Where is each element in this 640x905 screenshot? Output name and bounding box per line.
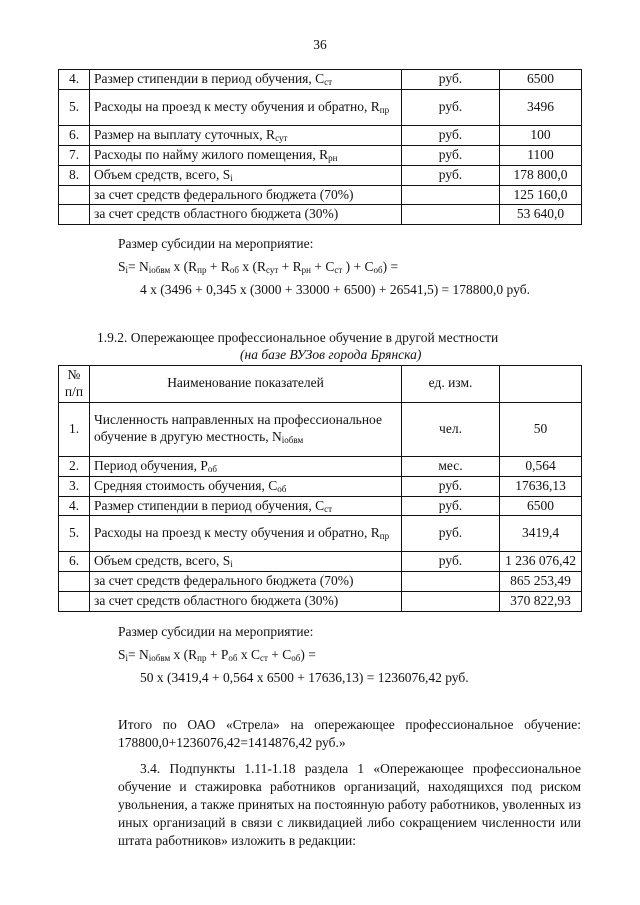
row-num (59, 185, 90, 205)
formula-1-heading: Размер субсидии на мероприятие: (118, 236, 314, 251)
header-value (500, 366, 582, 403)
table-row (59, 476, 582, 496)
row-num: 1. (59, 402, 90, 456)
row-name: Объем средств, всего, $S_i$ (90, 165, 402, 185)
row-name: Расходы на проезд к месту обучения и обратно, $R_{пр}$ (90, 516, 402, 552)
row-value: 1100 (500, 145, 582, 165)
row-unit: руб. (402, 165, 500, 185)
table-row (59, 185, 582, 205)
total-line-2: 178800,0+1236076,42=1414876,42 руб.» (118, 735, 346, 750)
row-num: 8. (59, 165, 90, 185)
formula-2-line-2: 50 x (3419,4 + 0,564 x 6500 + 17636,13) = 1236076,42 руб. (140, 670, 469, 685)
row-num: 4. (59, 496, 90, 516)
row-unit: руб. (402, 552, 500, 572)
row-name: за счет средств федерального бюджета (70%) (90, 185, 402, 205)
section-subtitle: (на базе ВУЗов города Брянска) (240, 347, 422, 362)
row-unit (402, 592, 500, 612)
row-value: 125 160,0 (500, 185, 582, 205)
page-number: 36 (313, 37, 327, 52)
row-num (59, 205, 90, 225)
row-name: Численность направленных на профессиональное обучение в другую местность, $N_{iобвм}$ (90, 402, 402, 456)
table-row (59, 89, 582, 125)
row-unit: руб. (402, 145, 500, 165)
row-unit (402, 572, 500, 592)
row-name: за счет средств федерального бюджета (70%) (90, 572, 402, 592)
row-value: 370 822,93 (500, 592, 582, 612)
indicators-table-1 (58, 69, 582, 225)
formula-1-line-1: $S_i= N_{iобвм}$ x ($R_{пр} + R_{об}$ x ($R_{сут} + R_{рн} + С_{ст}$ ) + $C_{об}$) = (118, 259, 399, 275)
row-num: 6. (59, 125, 90, 145)
row-value: 3496 (500, 89, 582, 125)
row-value: 53 640,0 (500, 205, 582, 225)
table-row (59, 456, 582, 476)
row-value: 6500 (500, 70, 582, 90)
row-num (59, 572, 90, 592)
row-name: Объем средств, всего, $S_i$ (90, 552, 402, 572)
row-num: 4. (59, 70, 90, 90)
row-unit: руб. (402, 496, 500, 516)
row-name: Размер на выплату суточных, $R_{сут}$ (90, 125, 402, 145)
formula-1-line-2: 4 x (3496 + 0,345 x (3000 + 33000 + 6500) + 26541,5) = 178800,0 руб. (140, 282, 530, 297)
row-num: 7. (59, 145, 90, 165)
table-row (59, 125, 582, 145)
table-header-row (59, 366, 582, 403)
row-unit: руб. (402, 476, 500, 496)
formula-2-line-1: $S_i= N_{iобвм}$ x ($R_{пр} + Р_{об}$ x $С_{ст} + С_{об}$) = (118, 647, 316, 663)
row-value: 17636,13 (500, 476, 582, 496)
row-name: Средняя стоимость обучения, $С_{об}$ (90, 476, 402, 496)
row-num: 2. (59, 456, 90, 476)
paragraph-3-4: 3.4. Подпункты 1.11-1.18 раздела 1 «Опережающее профессиональное обучение и стажировка работников организаций, находящихся под риском увольнения, а также принятых на постоянную работу работников, уволенных из иных организаций в связи с ликвидацией либо сокращением численности или штата работников» изложить в редакции: (118, 761, 581, 848)
row-name: за счет средств областного бюджета (30%) (90, 205, 402, 225)
total-line-1: Итого по ОАО «Стрела» на опережающее профессиональное обучение: (118, 717, 581, 732)
row-num: 5. (59, 89, 90, 125)
row-value: 1 236 076,42 (500, 552, 582, 572)
row-unit (402, 205, 500, 225)
row-value: 178 800,0 (500, 165, 582, 185)
row-value: 6500 (500, 496, 582, 516)
header-unit: ед. изм. (402, 366, 500, 403)
row-name: Расходы на проезд к месту обучения и обратно, $R_{пр}$ (90, 89, 402, 125)
row-unit: руб. (402, 125, 500, 145)
row-num: 5. (59, 516, 90, 552)
table-row (59, 205, 582, 225)
row-unit: руб. (402, 70, 500, 90)
row-unit: мес. (402, 456, 500, 476)
table-row (59, 592, 582, 612)
row-unit: чел. (402, 402, 500, 456)
row-value: 3419,4 (500, 516, 582, 552)
row-unit (402, 185, 500, 205)
table-row (59, 496, 582, 516)
header-num: № п/п (59, 366, 90, 403)
table-row (59, 165, 582, 185)
table-row (59, 70, 582, 90)
row-value: 50 (500, 402, 582, 456)
table-row (59, 516, 582, 552)
table-row (59, 145, 582, 165)
row-num (59, 592, 90, 612)
header-name: Наименование показателей (90, 366, 402, 403)
row-name: Размер стипендии в период обучения, $С_{ст}$ (90, 496, 402, 516)
row-unit: руб. (402, 516, 500, 552)
row-name: Период обучения, $Р_{об}$ (90, 456, 402, 476)
table-row (59, 572, 582, 592)
row-name: за счет средств областного бюджета (30%) (90, 592, 402, 612)
table-row (59, 552, 582, 572)
row-value: 100 (500, 125, 582, 145)
row-value: 0,564 (500, 456, 582, 476)
row-name: Размер стипендии в период обучения, $С_{ст}$ (90, 70, 402, 90)
row-name: Расходы по найму жилого помещения, $R_{рн}$ (90, 145, 402, 165)
formula-2-heading: Размер субсидии на мероприятие: (118, 624, 314, 639)
row-num: 6. (59, 552, 90, 572)
table-row (59, 402, 582, 456)
row-value: 865 253,49 (500, 572, 582, 592)
row-num: 3. (59, 476, 90, 496)
section-title: 1.9.2. Опережающее профессиональное обучение в другой местности (97, 330, 499, 345)
row-unit: руб. (402, 89, 500, 125)
indicators-table-2 (58, 365, 582, 612)
